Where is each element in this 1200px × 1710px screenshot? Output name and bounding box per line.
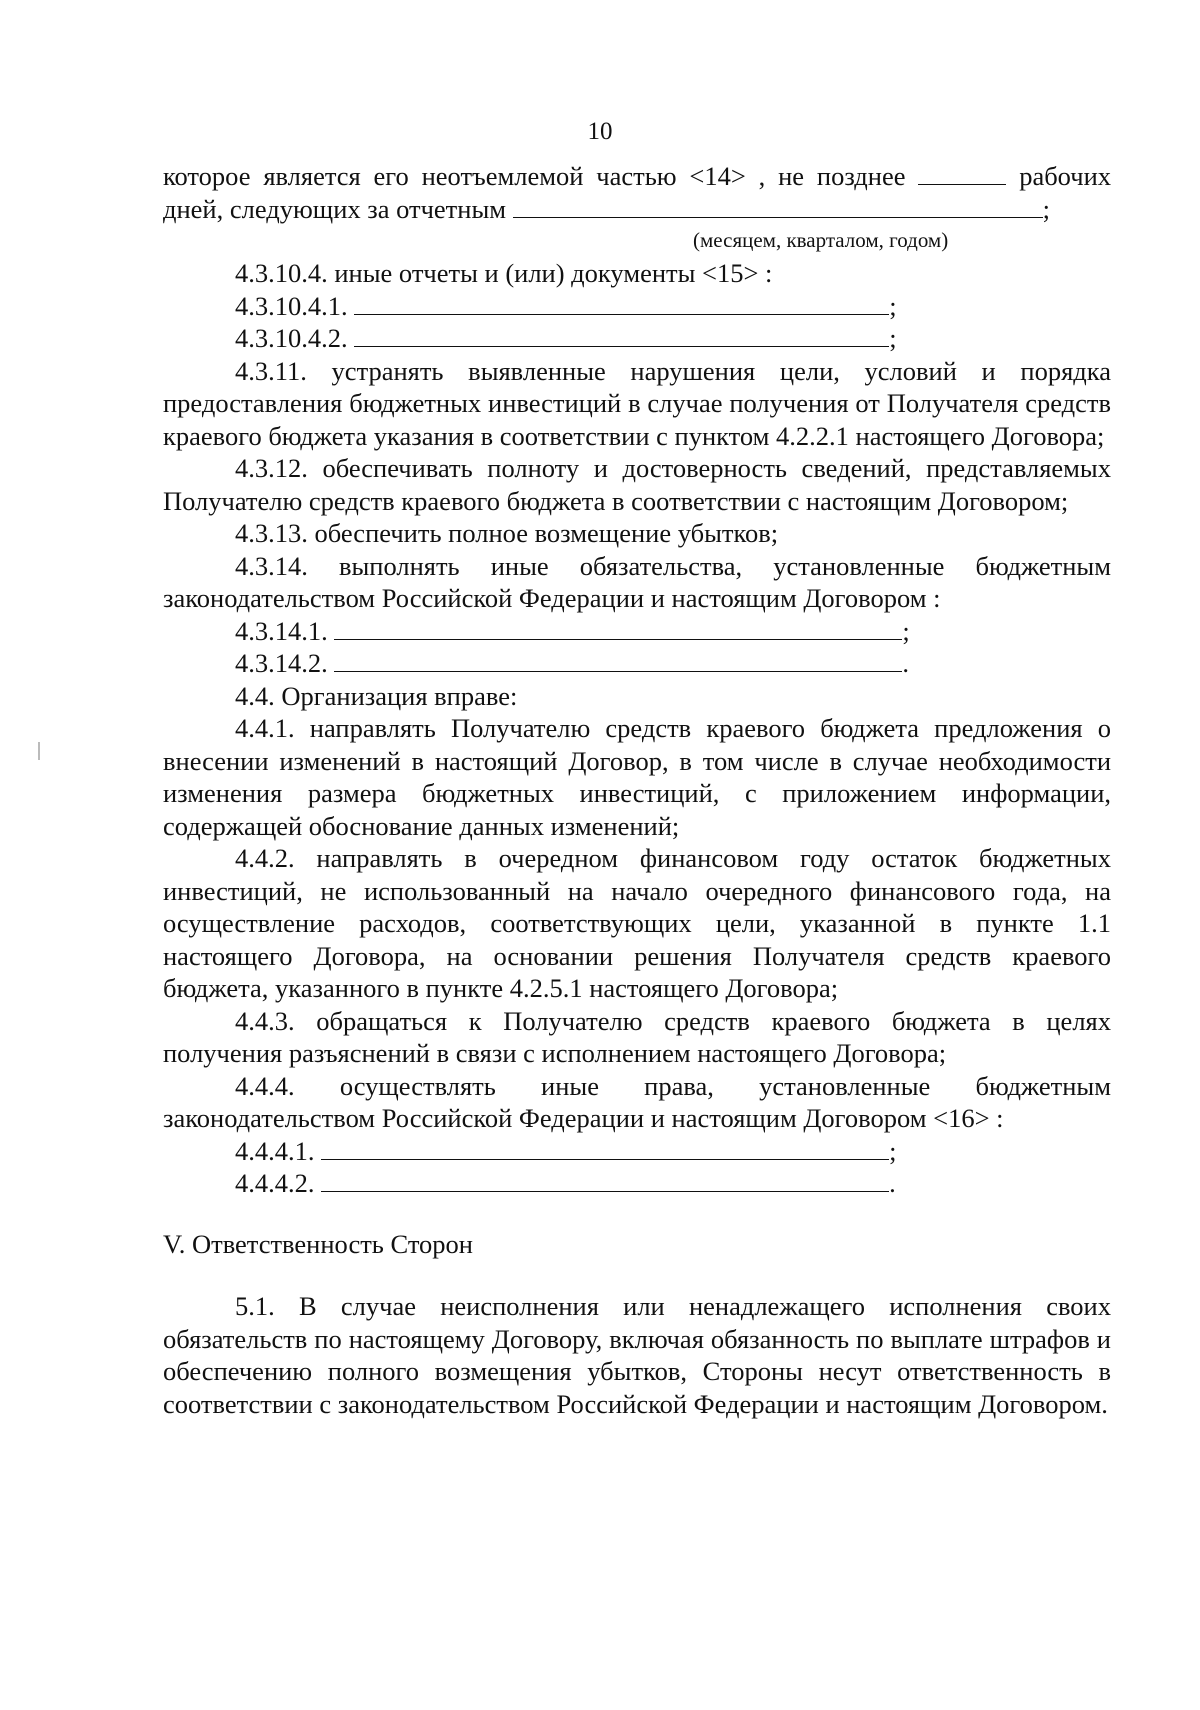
blank-period — [513, 195, 1043, 218]
item-end: ; — [902, 615, 910, 646]
blank-line — [334, 649, 902, 672]
scan-margin-mark — [38, 742, 40, 760]
item-end: ; — [889, 290, 897, 321]
paragraph-report-period — [163, 193, 1111, 226]
item-end: ; — [889, 323, 897, 353]
item-label: 4.3.10.4.1. — [235, 290, 348, 321]
text-part: которое является его неотъемлемой частью <14> , не позднее — [163, 161, 906, 191]
section-title: V. Ответственность Сторон — [163, 1228, 473, 1259]
text-part: дней, следующих за отчетным — [163, 193, 507, 224]
item-end: ; — [889, 1135, 897, 1166]
item-label: 4.4.4.1. — [235, 1135, 315, 1166]
paragraph-4-4-4: 4.4.4. осуществлять иные права, установленные бюджетным законодательством Российской Федерации и настоящим Договором <16> : — [163, 1070, 1111, 1133]
paragraph-4-4-1: 4.4.1. направлять Получателю средств краевого бюджета предложения о внесении изменений в настоящий Договор, в том числе в случае необходимости изменения размера бюджетных инвестиций, с приложением информации, содержащей обоснование данных изменений; — [163, 713, 1111, 841]
item-4-4-4-1 — [163, 1135, 1111, 1168]
document-body — [163, 160, 1111, 1420]
item-label: 4.3.14.2. — [235, 648, 328, 678]
item-4-3-14-1 — [163, 615, 1111, 648]
item-label: 4.4.4.2. — [235, 1168, 315, 1198]
blank-line — [334, 617, 902, 640]
paragraph-4-3-13: 4.3.13. обеспечить полное возмещение убытков; — [235, 518, 779, 548]
paragraph-5-1: 5.1. В случае неисполнения или ненадлежащего исполнения своих обязательств по настоящему Договору, включая обязанность по выплате штрафов и обеспечению полного возмещения убытков, Стороны несут ответственность в соответствии с законодательством Российской Федерации и настоящим Договором. — [163, 1291, 1111, 1419]
paragraph-4-4: 4.4. Организация вправе: — [235, 680, 518, 711]
item-4-3-10-4-1 — [163, 290, 1111, 323]
item-label: 4.3.14.1. — [235, 615, 328, 646]
text-part: рабочих — [1019, 161, 1112, 191]
paragraph-4-4-3: 4.4.3. обращаться к Получателю средств краевого бюджета в целях получения разъяснений в связи с исполнением настоящего Договора; — [163, 1005, 1111, 1068]
blank-days — [918, 162, 1006, 185]
page-number: 10 — [587, 118, 613, 145]
paragraph-report-deadline — [163, 160, 1111, 193]
paragraph-4-3-14: 4.3.14. выполнять иные обязательства, установленные бюджетным законодательством Российской Федерации и настоящим Договором : — [163, 550, 1111, 613]
item-label: 4.3.10.4.2. — [235, 323, 348, 353]
paragraph-4-3-10-4: 4.3.10.4. иные отчеты и (или) документы <15> : — [235, 258, 773, 288]
blank-line — [354, 292, 889, 315]
paragraph-4-4-2: 4.4.2. направлять в очередном финансовом году остаток бюджетных инвестиций, не использованный на начало очередного финансового года, на осуществление расходов, соответствующих цели, указанной в пункте 1.1 настоящего Договора, на основании решения Получателя средств краевого бюджета, указанного в пункте 4.2.5.1 настоящего Договора; — [163, 843, 1111, 1003]
paragraph-4-3-12: 4.3.12. обеспечивать полноту и достоверность сведений, представляемых Получателю средств краевого бюджета в соответствии с настоящим Договором; — [163, 453, 1111, 516]
text-part: ; — [1042, 193, 1051, 224]
item-end: . — [902, 648, 909, 678]
blank-line — [321, 1137, 889, 1160]
item-end: . — [889, 1168, 896, 1198]
item-4-3-10-4-2 — [163, 322, 1111, 355]
period-hint: (месяцем, кварталом, годом) — [693, 228, 949, 252]
item-4-3-14-2 — [163, 647, 1111, 680]
item-4-4-4-2 — [163, 1167, 1111, 1200]
paragraph-4-3-11: 4.3.11. устранять выявленные нарушения цели, условий и порядка предоставления бюджетных инвестиций в случае получения от Получателя средств краевого бюджета указания в соответствии с пунктом 4.2.2.1 настоящего Договора; — [163, 355, 1111, 451]
blank-line — [354, 324, 889, 347]
blank-line — [321, 1169, 889, 1192]
